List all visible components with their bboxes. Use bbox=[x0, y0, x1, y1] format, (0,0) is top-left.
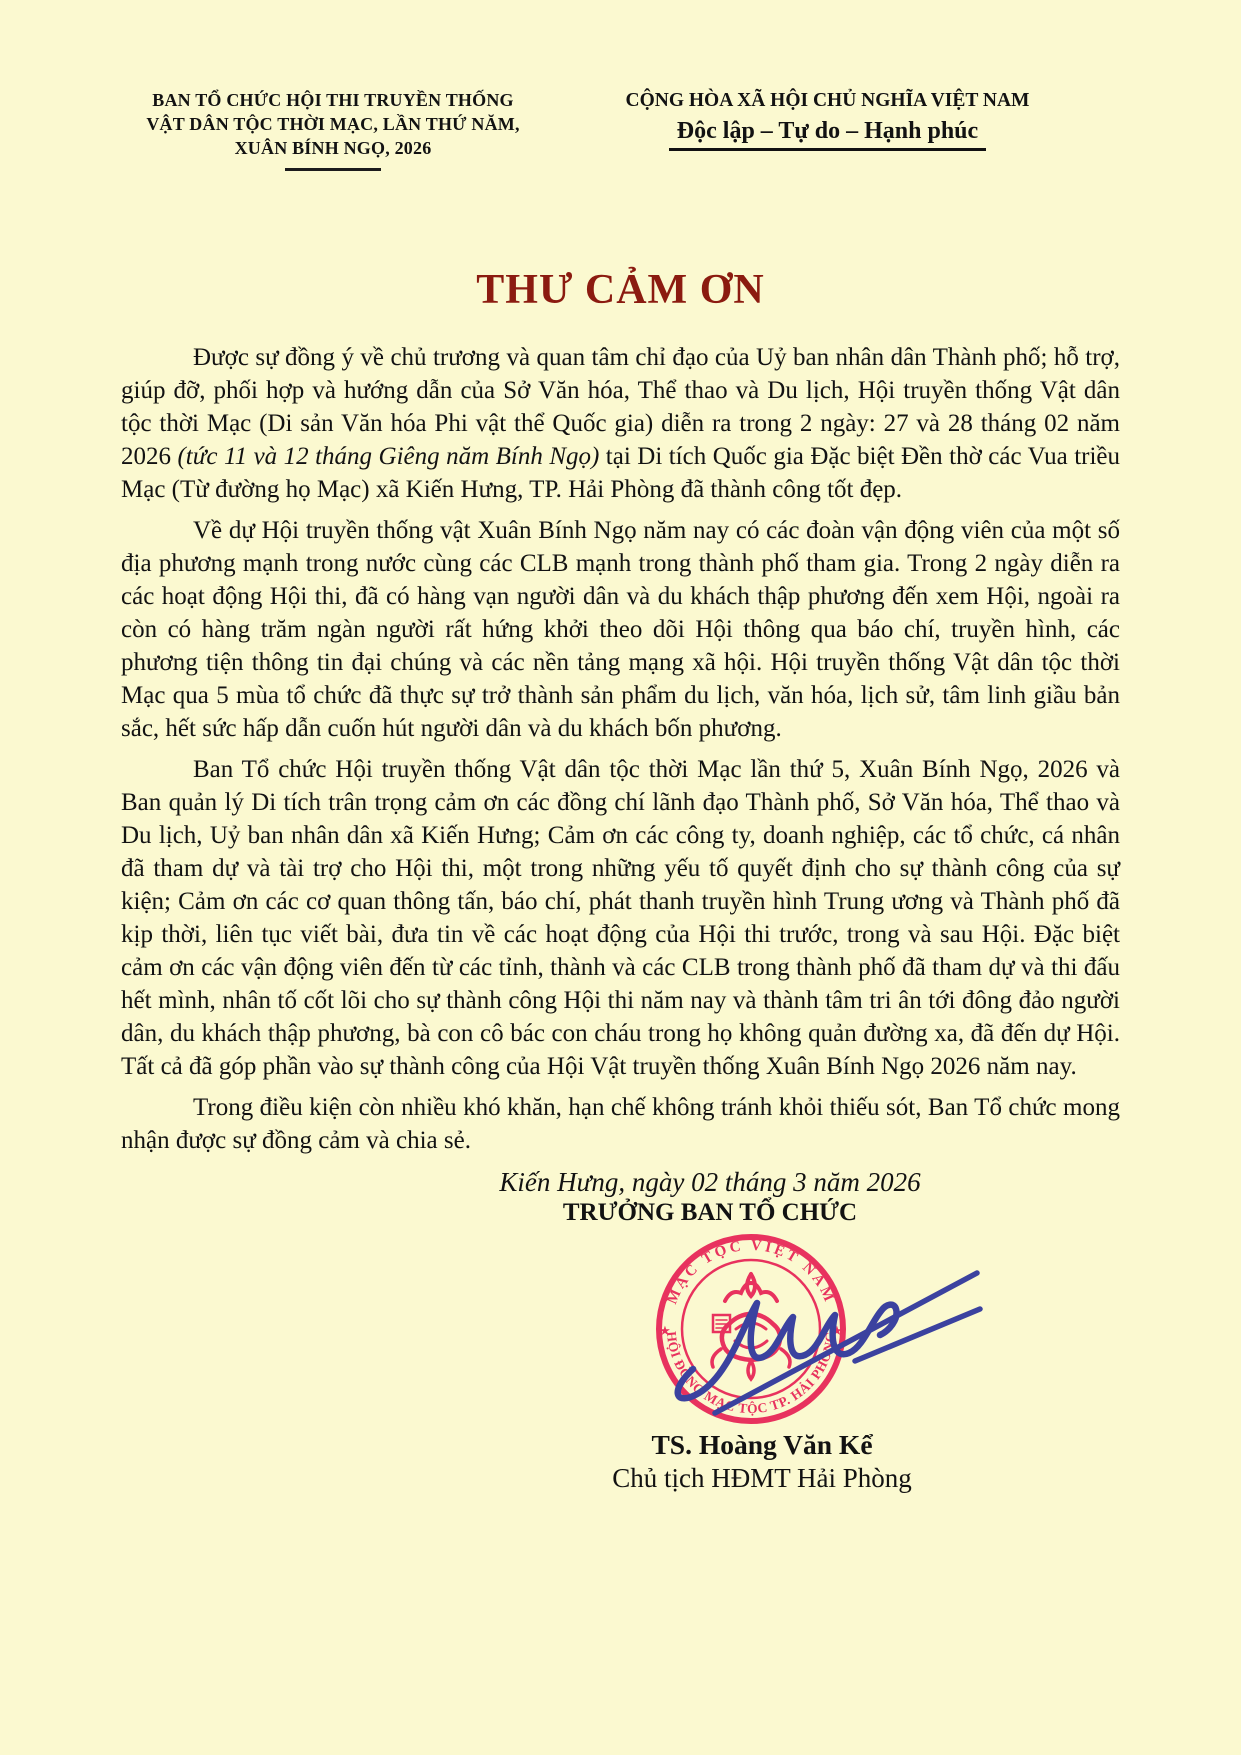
paragraph-1-text-end: tại Di tích Quốc gia Đặc biệt Đền thờ các Vua triều Mạc (Từ đường họ Mạc) xã Kiến Hưng, TP. Hải Phòng đã thành công tốt đẹp. bbox=[121, 443, 1121, 503]
committee-line-1: BAN TỔ CHỨC HỘI THI TRUYỀN THỐNG bbox=[152, 90, 514, 110]
letter-body bbox=[121, 341, 1120, 1157]
signer-role: TRƯỞNG BAN TỔ CHỨC bbox=[562, 1199, 858, 1226]
star-icon: ★ bbox=[831, 1323, 843, 1338]
paragraph-4: Trong điều kiện còn nhiều khó khăn, hạn chế không tránh khỏi thiếu sót, Ban Tổ chức mong nhận được sự đồng cảm và chia sẻ. bbox=[121, 1094, 1120, 1154]
national-title: CỘNG HÒA XÃ HỘI CHỦ NGHĨA VIỆT NAM bbox=[625, 90, 1030, 111]
issuing-committee-block bbox=[128, 88, 538, 171]
seal-and-signature-area bbox=[0, 1227, 1241, 1429]
committee-line-2: VẬT DÂN TỘC THỜI MẠC, LẦN THỨ NĂM, bbox=[146, 114, 520, 134]
page-title: THƯ CẢM ƠN bbox=[476, 267, 765, 313]
signature-letters bbox=[678, 1303, 897, 1398]
paragraph-1-text: Được sự đồng ý về chủ trương và quan tâm chỉ đạo của Uỷ ban nhân dân Thành phố; hỗ trợ, giúp đỡ, phối hợp và hướng dẫn của Sở Văn hóa, Thể thao và Du lịch, Hội truyền thống Vật dân tộc thời Mạc (Di sản Văn hóa Phi vật thể Quốc gia) diễn ra trong 2 ngày: 27 và 28 tháng 02 năm 2026 bbox=[121, 344, 1120, 470]
national-motto: Độc lập – Tự do – Hạnh phúc bbox=[669, 116, 986, 151]
signature-flourish-long bbox=[715, 1273, 977, 1413]
header-divider-line bbox=[285, 168, 381, 171]
paragraph-1-lunar-date: (tức 11 và 12 tháng Giêng năm Bính Ngọ) bbox=[177, 443, 600, 470]
paragraph-3: Ban Tổ chức Hội truyền thống Vật dân tộc thời Mạc lần thứ 5, Xuân Bính Ngọ, 2026 và Ban quản lý Di tích trân trọng cảm ơn các đồng chí lãnh đạo Thành phố, Sở Văn hóa, Thể thao và Du lịch, Uỷ ban nhân dân xã Kiến Hưng; Cảm ơn các công ty, doanh nghiệp, các tổ chức, cá nhân đã tham dự và tài trợ cho Hội thi, một trong những yếu tố quyết định cho sự thành công của sự kiện; Cảm ơn các cơ quan thông tấn, báo chí, phát thanh truyền hình Trung ương và Thành phố đã kịp thời, liên tục viết bài, đưa tin về các hoạt động của Hội thi trước, trong và sau Hội. Đặc biệt cảm ơn các vận động viên đến từ các tỉnh, thành và các CLB trong thành phố đã tham dự và thi đấu hết mình, nhân tố cốt lõi cho sự thành công Hội thi năm nay và thành tâm tri ân tới đông đảo người dân, du khách thập phương, bà con cô bác con cháu trong họ không quản đường xa, đã đến dự Hội. Tất cả đã góp phần vào sự thành công của Hội Vật truyền thống Xuân Bính Ngọ 2026 năm nay. bbox=[121, 756, 1120, 1080]
seal-arc-bottom-text: HỘI ĐỒNG MẠC TỘC TP. HẢI PHÒNG bbox=[663, 1330, 839, 1417]
document-header bbox=[0, 0, 1241, 171]
signer-title: Chủ tịch HĐMT Hải Phòng bbox=[612, 1463, 912, 1493]
star-icon: ★ bbox=[659, 1323, 671, 1338]
signature-ink bbox=[655, 1261, 985, 1421]
signer-name: TS. Hoàng Văn Kể bbox=[651, 1429, 873, 1460]
place-and-date: Kiến Hưng, ngày 02 tháng 3 năm 2026 bbox=[499, 1167, 921, 1197]
seal-arc-top-text: MẠC TỘC VIỆT NAM bbox=[664, 1237, 838, 1307]
national-header-block bbox=[570, 88, 1085, 151]
committee-line-3: XUÂN BÍNH NGỌ, 2026 bbox=[234, 138, 432, 158]
paragraph-1 bbox=[121, 341, 1120, 506]
paragraph-2: Về dự Hội truyền thống vật Xuân Bính Ngọ năm nay có các đoàn vận động viên của một số địa phương mạnh trong nước cùng các CLB mạnh trong thành phố tham gia. Trong 2 ngày diễn ra các hoạt động Hội thi, đã có hàng vạn người dân và du khách thập phương đến xem Hội, ngoài ra còn có hàng trăm ngàn người rất hứng khởi theo dõi Hội thông qua báo chí, truyền hình, các phương tiện thông tin đại chúng và các nền tảng mạng xã hội. Hội truyền thống Vật dân tộc thời Mạc qua 5 mùa tổ chức đã thực sự trở thành sản phẩm du lịch, văn hóa, lịch sử, tâm linh giầu bản sắc, hết sức hấp dẫn cuốn hút người dân và du khách bốn phương. bbox=[121, 517, 1120, 742]
